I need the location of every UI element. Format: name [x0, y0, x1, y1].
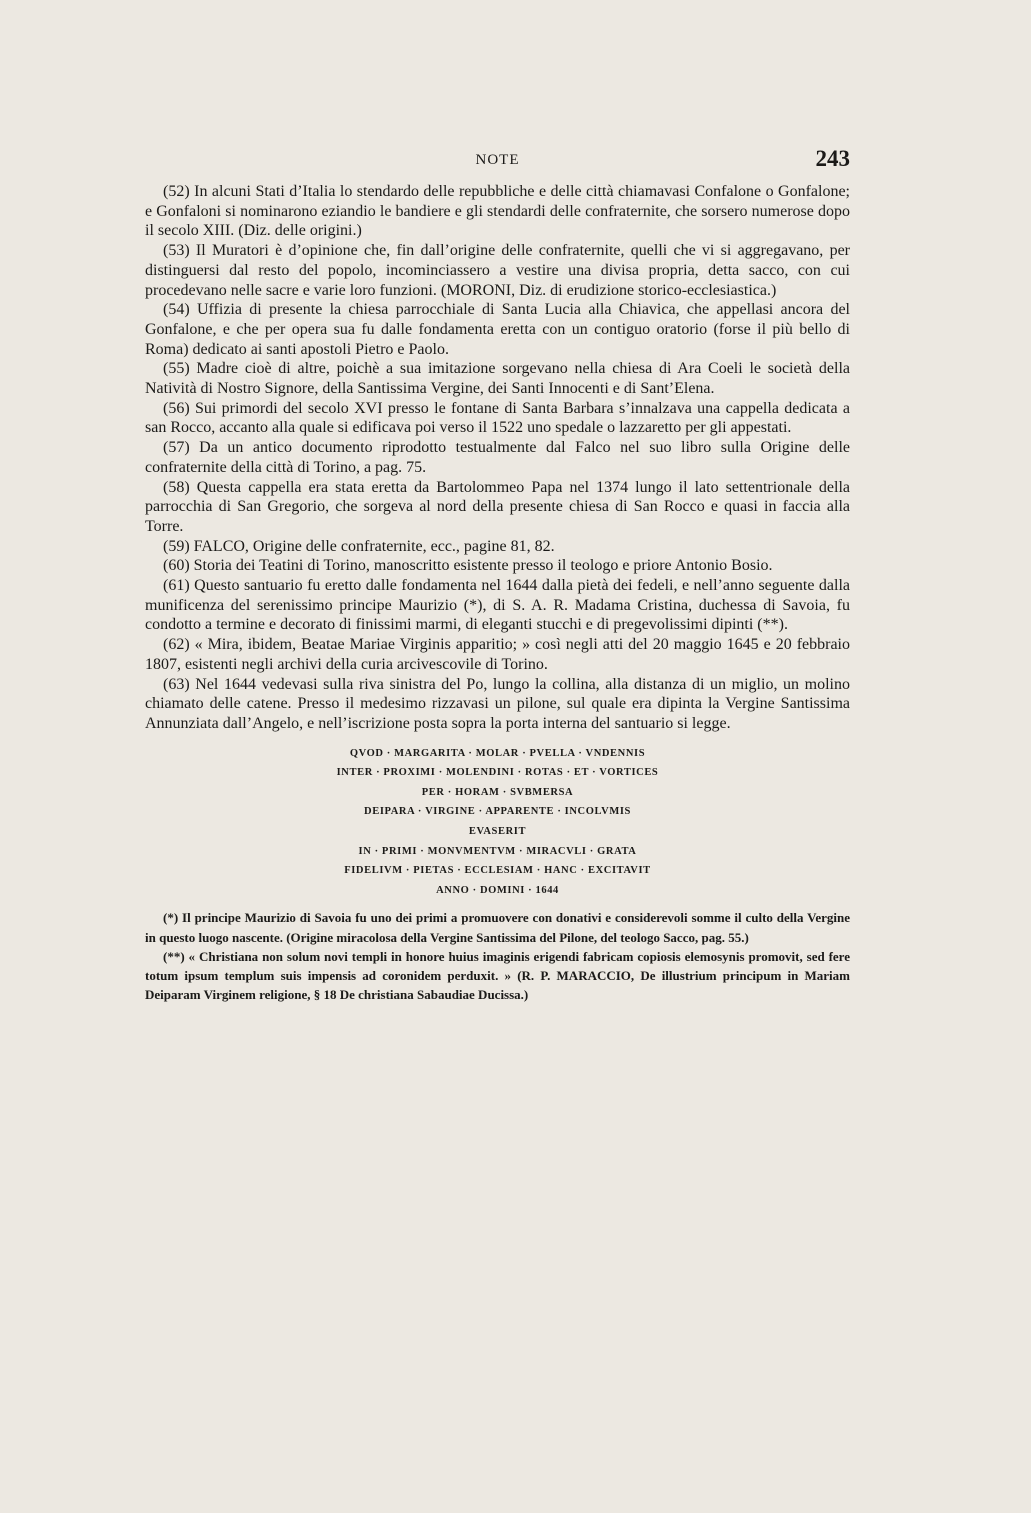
- note-58: (58) Questa cappella era stata eretta da Bartolommeo Papa nel 1374 lungo il lato settentrionale della parrocchia di San Gregorio, che sorgeva al nord della presente chiesa di San Rocco e quasi in faccia alla Torre.: [145, 478, 850, 535]
- footnotes: [145, 908, 850, 1004]
- footnote-single-star: (*) Il principe Maurizio di Savoia fu uno dei primi a promuovere con donativi e considerevoli somme il culto della Vergine in questo luogo nascente. (Origine miracolosa della Vergine Santissima del Pilone, del teologo Sacco, pag. 55.): [145, 910, 850, 945]
- note-55: (55) Madre cioè di altre, poichè a sua imitazione sorgevano nella chiesa di Ara Coeli le società della Natività di Nostro Signore, della Santissima Vergine, dei Santi Innocenti e di Sant’Elena.: [145, 360, 850, 398]
- inscription-line: IN · PRIMI · MONVMENTVM · MIRACVLI · GRATA: [358, 845, 637, 857]
- inscription-line: PER · HORAM · SVBMERSA: [421, 786, 574, 798]
- inscription-line: DEIPARA · VIRGINE · APPARENTE · INCOLVMIS: [364, 806, 631, 818]
- running-title: NOTE: [475, 152, 520, 168]
- inscription-line: ANNO · DOMINI · 1644: [436, 884, 559, 896]
- note-52: (52) In alcuni Stati d’Italia lo stendardo delle repubbliche e delle città chiamavasi Confalone o Gonfalone; e Gonfaloni si nominarono eziandio le bandiere e gli stendardi delle confraternite, che sorsero numerose dopo il secolo XIII. (Diz. delle origini.): [145, 183, 850, 240]
- note-57: (57) Da un antico documento riprodotto testualmente dal Falco nel suo libro sulla Origine delle confraternite della città di Torino, a pag. 75.: [145, 439, 850, 476]
- footnote-double-star: (**) « Christiana non solum novi templi in honore huius imaginis erigendi fabricam copiosis elemosynis promovit, sed fere totum ipsum templum suis impensis ad coronidem perduxit. » (R. P. MARACCIO, De illustrium principum in Mariam Deiparam Virginem religione, § 18 De christiana Sabaudiae Ducissa.): [145, 948, 850, 1003]
- note-53: (53) Il Muratori è d’opinione che, fin dall’origine delle confraternite, quelli che vi si aggregavano, per distinguersi dal resto del popolo, incominciassero a vestire una divisa propria, detta sacco, con cui procedevano nelle sacre e varie loro funzioni. (MORONI, Diz. di erudizione storico-ecclesiastica.): [145, 242, 850, 299]
- note-63: (63) Nel 1644 vedevasi sulla riva sinistra del Po, lungo la collina, alla distanza di un miglio, un molino chiamato delle catene. Presso il medesimo rizzavasi un pilone, sul quale era dipinta la Vergine Santissima Annunziata dall’Angelo, e nell’iscrizione posta sopra la porta interna del santuario si legge.: [145, 675, 850, 732]
- inscription-line: INTER · PROXIMI · MOLENDINI · ROTAS · ET · VORTICES: [336, 767, 659, 779]
- inscription-line: FIDELIVM · PIETAS · ECCLESIAM · HANC · EXCITAVIT: [344, 865, 651, 877]
- inscription-line: EVASERIT: [468, 826, 527, 838]
- note-56: (56) Sui primordi del secolo XVI presso le fontane di Santa Barbara s’innalzava una cappella dedicata a san Rocco, accanto alla quale si edificava poi verso il 1522 uno spedale o lazzaretto per gli appestati.: [145, 399, 850, 437]
- latin-inscription: [145, 744, 850, 901]
- page-header: [145, 146, 850, 176]
- inscription-line: QVOD · MARGARITA · MOLAR · PVELLA · VNDENNIS: [349, 747, 646, 759]
- note-61: (61) Questo santuario fu eretto dalle fondamenta nel 1644 dalla pietà dei fedeli, e nell’anno seguente dalla munificenza del serenissimo principe Maurizio (*), di S. A. R. Madama Cristina, duchessa di Savoia, fu condotto a termine e decorato di finissimi marmi, di eleganti stucchi e di pregevolissimi dipinti (**).: [145, 577, 850, 634]
- notes-body: [145, 182, 850, 1004]
- page-number: 243: [815, 146, 850, 171]
- note-59: (59) FALCO, Origine delle confraternite, ecc., pagine 81, 82.: [163, 537, 555, 555]
- note-54: (54) Uffizia di presente la chiesa parrocchiale di Santa Lucia alla Chiavica, che appellasi ancora del Gonfalone, e che per opera sua fu dalle fondamenta eretta con un contiguo oratorio (forse il più bello di Roma) dedicato ai santi apostoli Pietro e Paolo.: [145, 301, 850, 358]
- note-60: (60) Storia dei Teatini di Torino, manoscritto esistente presso il teologo e priore Antonio Bosio.: [163, 557, 773, 575]
- note-62: (62) « Mira, ibidem, Beatae Mariae Virginis apparitio; » così negli atti del 20 maggio 1645 e 20 febbraio 1807, esistenti negli archivi della curia arcivescovile di Torino.: [145, 636, 850, 673]
